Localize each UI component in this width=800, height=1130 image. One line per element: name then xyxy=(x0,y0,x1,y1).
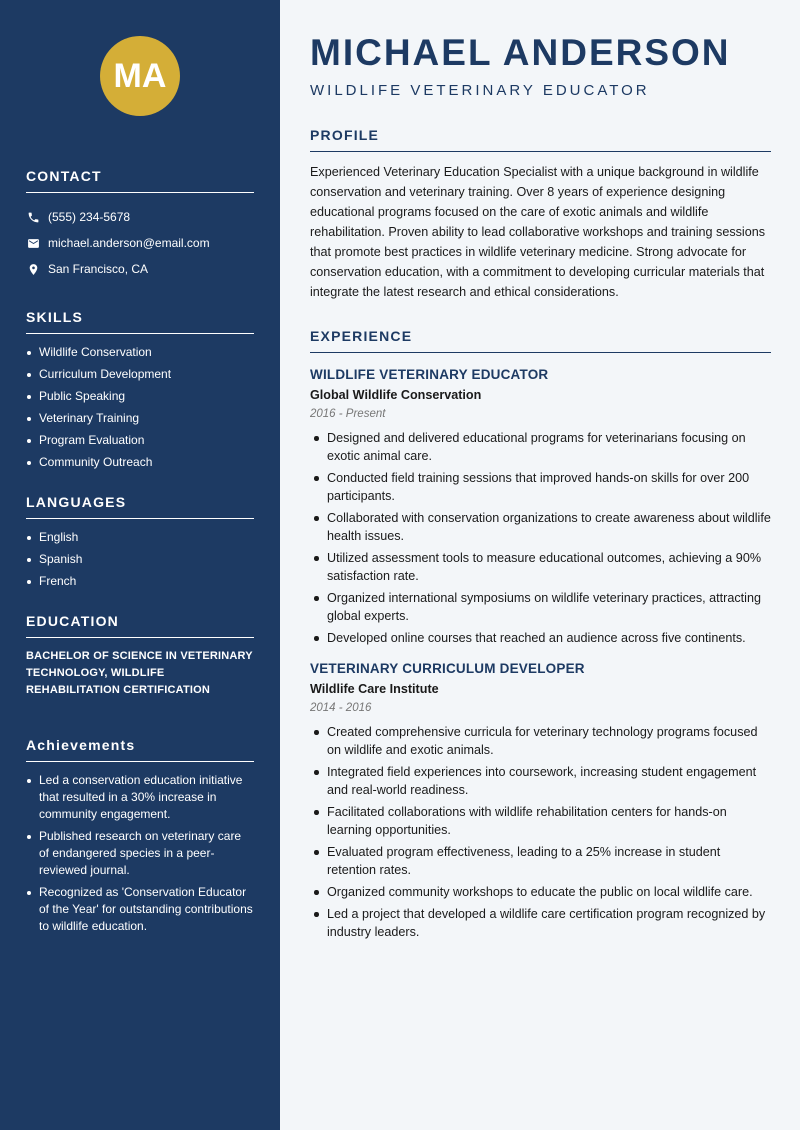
candidate-name: MICHAEL ANDERSON xyxy=(310,32,731,73)
location-text: San Francisco, CA xyxy=(48,262,149,276)
location-pin-icon xyxy=(26,262,40,276)
experience-heading: EXPERIENCE xyxy=(310,328,771,353)
job-bullet: Led a project that developed a wildlife care certification program recognized by industry leaders. xyxy=(310,905,771,941)
skill-item: Veterinary Training xyxy=(26,410,254,427)
achievements-section xyxy=(26,737,254,935)
phone-icon xyxy=(26,210,40,224)
email-text: michael.anderson@email.com xyxy=(48,236,210,250)
job-bullet: Organized international symposiums on wildlife veterinary practices, attracting global experts. xyxy=(310,589,771,625)
skill-item: Wildlife Conservation xyxy=(26,344,254,361)
job-bullet: Collaborated with conservation organizations to create awareness about wildlife health issues. xyxy=(310,509,771,545)
avatar-initials: MA xyxy=(100,36,180,116)
job-title: WILDLIFE VETERINARY EDUCATOR xyxy=(310,367,549,382)
phone-text: (555) 234-5678 xyxy=(48,210,131,224)
education-section xyxy=(26,613,254,699)
profile-section xyxy=(310,127,771,302)
contact-email xyxy=(26,230,254,256)
languages-heading: LANGUAGES xyxy=(26,494,254,519)
job-bullet: Organized community workshops to educate the public on local wildlife care. xyxy=(310,883,771,901)
contact-section xyxy=(26,168,254,282)
job-entry xyxy=(310,661,771,941)
email-icon xyxy=(26,236,40,250)
contact-location xyxy=(26,256,254,282)
achievements-heading: Achievements xyxy=(26,737,254,762)
profile-heading: PROFILE xyxy=(310,127,771,152)
job-bullet: Developed online courses that reached an audience across five continents. xyxy=(310,629,771,647)
job-bullet: Integrated field experiences into coursework, increasing student engagement and real-world readiness. xyxy=(310,763,771,799)
job-entry xyxy=(310,367,771,647)
language-item: Spanish xyxy=(26,551,254,568)
achievements-list xyxy=(26,772,254,935)
job-company: Global Wildlife Conservation xyxy=(310,388,482,402)
skills-heading: SKILLS xyxy=(26,309,254,334)
job-bullet: Facilitated collaborations with wildlife rehabilitation centers for hands-on learning opportunities. xyxy=(310,803,771,839)
contact-heading: CONTACT xyxy=(26,168,254,193)
skill-item: Public Speaking xyxy=(26,388,254,405)
languages-list xyxy=(26,529,254,590)
achievement-item: Led a conservation education initiative that resulted in a 30% increase in community engagement. xyxy=(26,772,254,823)
skill-item: Program Evaluation xyxy=(26,432,254,449)
job-title: VETERINARY CURRICULUM DEVELOPER xyxy=(310,661,585,676)
language-item: French xyxy=(26,573,254,590)
achievement-item: Recognized as 'Conservation Educator of the Year' for outstanding contributions to wildlife education. xyxy=(26,884,254,935)
candidate-title: WILDLIFE VETERINARY EDUCATOR xyxy=(310,82,650,99)
languages-section xyxy=(26,494,254,590)
experience-section xyxy=(310,328,771,941)
job-bullet: Designed and delivered educational programs for veterinarians focusing on exotic animal care. xyxy=(310,429,771,465)
job-bullets xyxy=(310,429,771,647)
main-content xyxy=(280,0,800,1130)
job-bullet: Utilized assessment tools to measure educational outcomes, achieving a 90% satisfaction rate. xyxy=(310,549,771,585)
job-bullet: Conducted field training sessions that improved hands-on skills for over 200 participants. xyxy=(310,469,771,505)
education-heading: EDUCATION xyxy=(26,613,254,638)
job-bullets xyxy=(310,723,771,941)
job-dates: 2016 - Present xyxy=(310,408,386,420)
skill-item: Community Outreach xyxy=(26,454,254,471)
contact-phone xyxy=(26,204,254,230)
job-company: Wildlife Care Institute xyxy=(310,682,439,696)
job-bullet: Created comprehensive curricula for veterinary technology programs focused on wildlife and exotic animals. xyxy=(310,723,771,759)
skills-list xyxy=(26,344,254,471)
achievement-item: Published research on veterinary care of endangered species in a peer-reviewed journal. xyxy=(26,828,254,879)
skills-section xyxy=(26,309,254,471)
contact-list xyxy=(26,204,254,282)
profile-text: Experienced Veterinary Education Specialist with a unique background in wildlife conservation and veterinary training. Over 8 years of experience designing educational programs focused on the care of exotic animals and wildlife rehabilitation. Proven ability to lead collaborative workshops and training sessions that promote best practices in wildlife veterinary medicine. Strong advocate for conservation education, with a commitment to developing curricular materials that integrate the latest research and ethical considerations. xyxy=(310,165,766,299)
job-bullet: Evaluated program effectiveness, leading to a 25% increase in student retention rates. xyxy=(310,843,771,879)
job-dates: 2014 - 2016 xyxy=(310,702,372,714)
language-item: English xyxy=(26,529,254,546)
skill-item: Curriculum Development xyxy=(26,366,254,383)
education-degree: BACHELOR OF SCIENCE IN VETERINARY TECHNOLOGY, WILDLIFE REHABILITATION CERTIFICATION xyxy=(26,650,253,696)
sidebar xyxy=(0,0,280,1130)
